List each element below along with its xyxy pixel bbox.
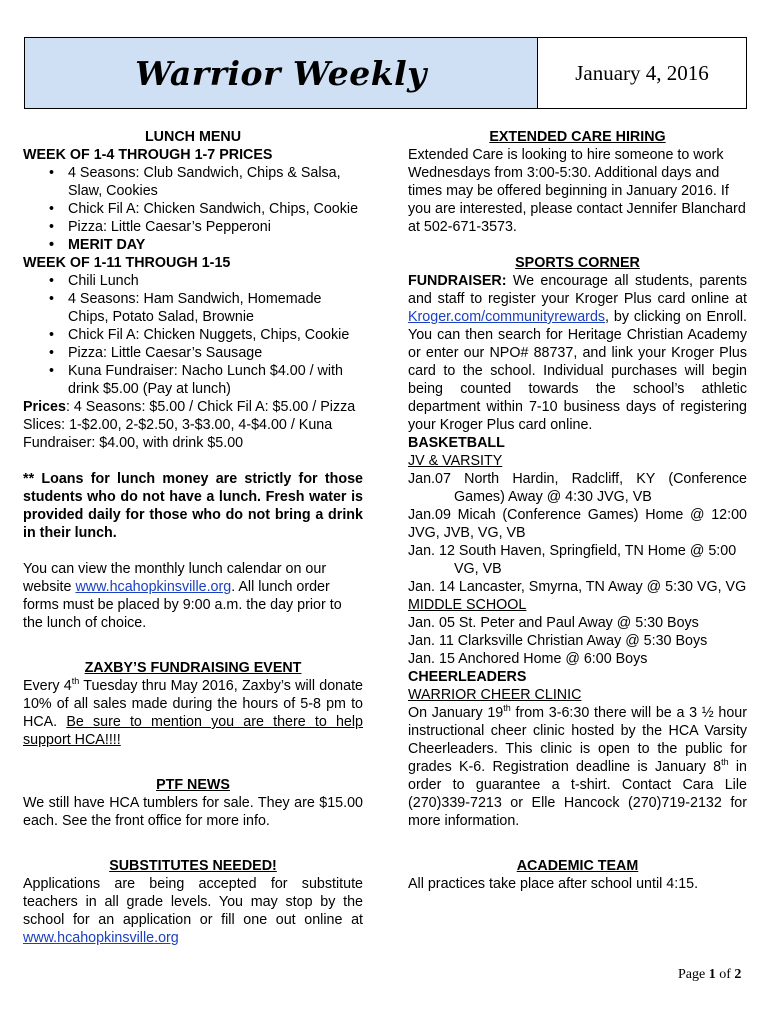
page-total: 2: [734, 967, 742, 982]
sports-heading: SPORTS CORNER: [515, 255, 640, 271]
middle-school-heading: MIDDLE SCHOOL: [408, 597, 527, 613]
list-item: • Chick Fil A: Chicken Nuggets, Chips, Cookie: [68, 326, 363, 344]
fundraiser-paragraph: [408, 272, 747, 434]
cheer-text-mid: from 3-6:30 there will be a 3 ½ hour instructional cheer clinic hosted by the HCA Varsity Cheerleaders. This clinic is open to the public for grades K-6. Registration deadline is January 8: [408, 705, 747, 775]
newsletter-header: [24, 37, 747, 109]
game-row: Jan. 14 Lancaster, Smyrna, TN Away @ 5:30 VG, VG: [408, 579, 747, 595]
game-row: Jan. 11 Clarksville Christian Away @ 5:30 Boys: [408, 633, 708, 649]
date-box: [538, 38, 746, 108]
fundraiser-text: We encourage all students, parents and staff to register your Kroger Plus card online at: [408, 273, 747, 307]
game-row: Jan.07 North Hardin, Radcliff, KY (Conference Games) Away @ 4:30 JVG, VB: [408, 471, 747, 505]
ptf-text: We still have HCA tumblers for sale. They are $15.00 each. See the front office for more info.: [23, 795, 363, 829]
loans-note: ** Loans for lunch money are strictly for those students who do not have a lunch. Fresh water is provided daily for those who do not bring a drink in their lunch.: [23, 471, 363, 541]
calendar-text: You can view the monthly lunch calendar on our website: [23, 561, 327, 595]
right-column: [408, 128, 747, 893]
game-row: Jan. 05 St. Peter and Paul Away @ 5:30 Boys: [408, 615, 699, 631]
zaxby-underlined: Be sure to mention you are there to help support HCA!!!!: [23, 714, 363, 748]
list-item: • Pizza: Little Caesar’s Sausage: [68, 344, 363, 362]
zaxby-heading: ZAXBY’S FUNDRAISING EVENT: [84, 660, 302, 676]
extended-care-heading: EXTENDED CARE HIRING: [489, 129, 666, 145]
list-item: • 4 Seasons: Club Sandwich, Chips & Salsa, Slaw, Cookies: [68, 164, 363, 200]
zaxby-paragraph: [23, 677, 363, 749]
list-item: • Chick Fil A: Chicken Sandwich, Chips, Cookie: [68, 200, 363, 218]
substitutes-paragraph: [23, 875, 363, 947]
cheer-text: On January 19: [408, 705, 504, 721]
extended-care-text: Extended Care is looking to hire someone to work Wednesdays from 3:00-5:30. Additional days and times may be offered beginning in January 2016. If you are interested, please contact Jennifer Blanchard at 502-671-3573.: [408, 147, 746, 235]
kroger-link[interactable]: Kroger.com/communityrewards: [408, 309, 606, 325]
zaxby-text-mid: Tuesday thru May 2016, Zaxby’s will donate 10% of all sales made during the hours of 5-8 pm to HCA.: [23, 678, 364, 730]
prices-label: Prices: [23, 399, 66, 415]
lunch-menu-heading: LUNCH MENU: [144, 129, 242, 145]
cheer-clinic-heading: WARRIOR CHEER CLINIC: [408, 687, 582, 703]
zaxby-text: Every 4: [23, 678, 72, 694]
cheerleaders-heading: CHEERLEADERS: [408, 669, 527, 685]
substitutes-link[interactable]: www.hcahopkinsville.org: [23, 930, 179, 946]
list-item: • Kuna Fundraiser: Nacho Lunch $4.00 / with drink $5.00 (Pay at lunch): [68, 362, 363, 398]
game-row: Jan.09 Micah (Conference Games) Home @ 12:00 JVG, JVB, VG, VB: [408, 507, 747, 541]
calendar-text-end: . All lunch order forms must be placed by 9:00 a.m. the day prior to the lunch of choice.: [23, 579, 342, 631]
list-item: • Pizza: Little Caesar’s Pepperoni: [68, 218, 363, 236]
fundraiser-text-end: , by clicking on Enroll. You can then search for Heritage Christian Academy or enter our NPO# 88737, and link your Kroger Plus card to the school. Individual purchases will begin being counted towards the school’s athletic department within 7-10 business days of registering your Kroger Plus card online.: [408, 309, 747, 433]
calendar-paragraph: [23, 560, 363, 632]
page-of: of: [715, 967, 735, 982]
game-row: Jan. 12 South Haven, Springfield, TN Home @ 5:00 VG, VB: [408, 543, 737, 577]
cheer-text-end: in order to guarantee a t-shirt. Contact Cara Lile (270)339-7213 or Elle Hancock (270)719-2132 for more information.: [408, 759, 747, 829]
substitutes-text: Applications are being accepted for substitute teachers in all grade levels. You may stop by the school for an application or fill one out online at: [23, 876, 363, 928]
page-label: Page: [678, 967, 709, 982]
academic-text: All practices take place after school until 4:15.: [408, 876, 699, 892]
zaxby-sup: th: [71, 676, 80, 686]
prices-text: : 4 Seasons: $5.00 / Chick Fil A: $5.00 / Pizza Slices: 1-$2.00, 2-$2.50, 3-$3.00, 4-$4.00 / Kuna Fundraiser: $4.00, with drink $5.00: [23, 399, 356, 451]
title-box: [25, 38, 538, 108]
page-current: 1: [708, 967, 716, 982]
list-item: • Chili Lunch: [68, 272, 363, 290]
substitutes-heading: SUBSTITUTES NEEDED!: [109, 858, 277, 874]
list-item: • 4 Seasons: Ham Sandwich, Homemade Chips, Potato Salad, Brownie: [68, 290, 363, 326]
newsletter-date: January 4, 2016: [575, 60, 709, 85]
cheer-sup-2: th: [721, 757, 729, 767]
basketball-heading: BASKETBALL: [408, 435, 505, 451]
cheer-paragraph: [408, 704, 747, 830]
jv-varsity-heading: JV & VARSITY: [408, 453, 503, 469]
week1-heading: WEEK OF 1-4 THROUGH 1-7 PRICES: [23, 147, 273, 163]
ptf-heading: PTF NEWS: [156, 777, 230, 793]
fundraiser-label: FUNDRAISER:: [408, 273, 507, 289]
prices-paragraph: [23, 398, 363, 452]
cheer-sup: th: [503, 703, 511, 713]
week2-list: [23, 272, 363, 398]
academic-heading: ACADEMIC TEAM: [516, 858, 639, 874]
week2-heading: WEEK OF 1-11 THROUGH 1-15: [23, 255, 231, 271]
newsletter-title: Warrior Weekly: [135, 53, 427, 93]
left-column: [23, 128, 363, 947]
list-item: • MERIT DAY: [68, 236, 363, 254]
page-number: [678, 967, 741, 983]
game-row: Jan. 15 Anchored Home @ 6:00 Boys: [408, 651, 648, 667]
website-link[interactable]: www.hcahopkinsville.org: [75, 579, 232, 595]
week1-list: [23, 164, 363, 254]
